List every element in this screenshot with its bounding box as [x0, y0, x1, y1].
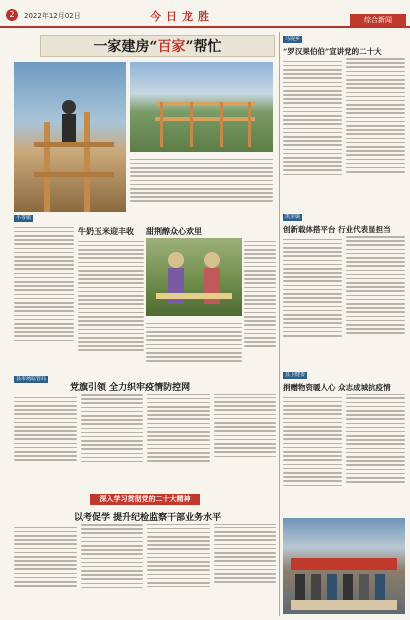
mid-article-2 [146, 320, 242, 372]
harvest-photo [146, 238, 242, 316]
left-tag-pingdeng: 平等镇 [16, 215, 32, 221]
page-number: 2 [6, 9, 18, 21]
right-headline-2: 创新载体搭平台 行业代表显担当 [283, 225, 391, 234]
mid-headline-3: 党旗引领 全力织牢疫情防控网 [70, 383, 191, 393]
left-tag-market: 县市场监管局 [16, 376, 47, 382]
lead-article-body [130, 156, 273, 212]
left-article-1 [14, 224, 74, 364]
lead-headline [40, 35, 275, 57]
right-headline-1: “罗汉果伯伯”宣讲党的二十大 [283, 47, 382, 56]
bottom-article [14, 524, 276, 614]
right-tag-madi: 马堤乡 [285, 36, 301, 42]
donation-photo [283, 518, 405, 614]
right-headline-3: 捐赠物资暖人心 众志成城抗疫情 [283, 383, 391, 392]
paper-name: 今日龙胜 [150, 10, 214, 23]
mid-article-2b [244, 238, 276, 372]
right-tag-health: 县卫健委 [285, 372, 306, 378]
right-article-3 [283, 394, 405, 514]
mid-headline-2: 甜荆醇众心欢里 [146, 226, 202, 236]
lead-headline-post: ”帮忙 [185, 39, 222, 55]
mid-headline-1: 牛奶玉米迎丰收 [78, 226, 134, 236]
lead-headline-em: 百家 [157, 39, 186, 55]
right-article-2 [283, 236, 405, 368]
lead-photo-left [14, 62, 126, 212]
section-label: 综合新闻 [350, 14, 406, 26]
bottom-headline: 以考促学 提升纪检监察干部业务水平 [74, 513, 222, 523]
lead-headline-pre: 一家建房“ [93, 39, 158, 55]
right-article-1 [283, 58, 405, 210]
column-divider [279, 32, 280, 616]
mid-article-3 [14, 394, 276, 488]
right-tag-kaili: 凯里镇 [285, 214, 301, 220]
study-banner: 深入学习贯彻党的二十大精神 [90, 494, 200, 505]
issue-date: 2022年12月02日 [24, 12, 81, 20]
mid-article-1 [78, 238, 144, 373]
lead-photo-right [130, 62, 273, 152]
